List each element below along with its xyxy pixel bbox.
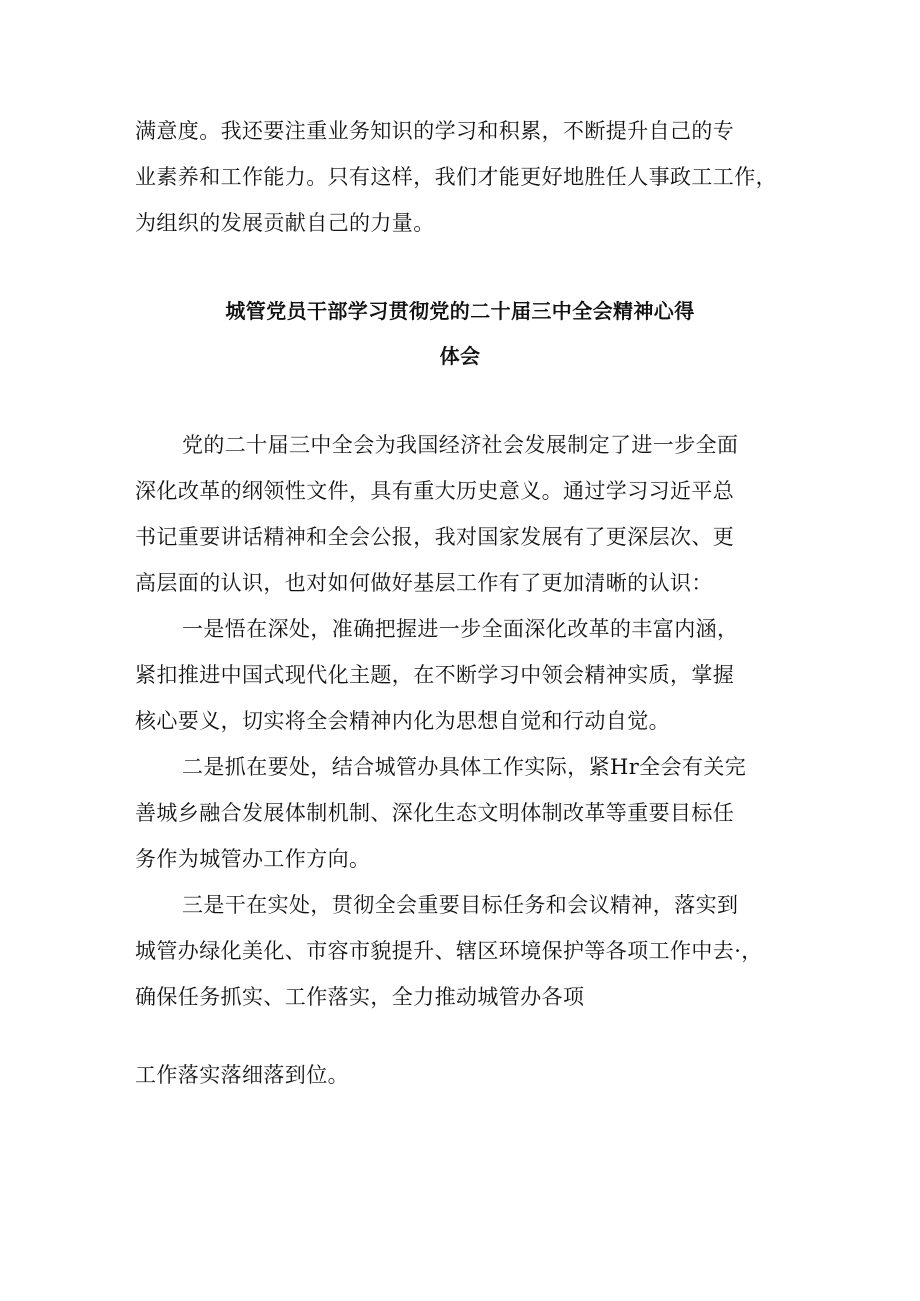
closing-line: 工作落实落细落到位。 — [135, 1063, 349, 1087]
paragraph-line: 三是干在实处，贯彻全会重要目标任务和会议精神，落实到 — [182, 893, 739, 917]
title-line-1: 城管党员干部学习贯彻党的二十届三中全会精神心得 — [225, 299, 695, 323]
paragraph-line: 务作为城管办工作方向。 — [135, 847, 371, 871]
paragraph-line: 城管办绿化美化、市容市貌提升、辖区环境保护等各项工作中去·， — [135, 939, 763, 963]
intro-line-3: 为组织的发展贡献自己的力量。 — [135, 211, 435, 235]
paragraph-line: 确保任务抓实、工作落实，全力推动城管办各项 — [135, 985, 585, 1009]
paragraph-line: 高层面的认识，也对如何做好基层工作有了更加清晰的认识： — [135, 571, 713, 595]
paragraph-line: 书记重要讲话精神和全会公报，我对国家发展有了更深层次、更 — [135, 525, 735, 549]
paragraph-line: 深化改革的纲领性文件，具有重大历史意义。通过学习习近平总 — [135, 479, 735, 503]
paragraph-line: 一是悟在深处，准确把握进一步全面深化改革的丰富内涵， — [182, 617, 739, 641]
paragraph-line: 紧扣推进中国式现代化主题，在不断学习中领会精神实质，掌握 — [135, 663, 735, 687]
paragraph-line: 善城乡融合发展体制机制、深化生态文明体制改革等重要目标任 — [135, 801, 735, 825]
intro-line-1: 满意度。我还要注重业务知识的学习和积累，不断提升自己的专 — [135, 119, 735, 143]
paragraph-line: 核心要义，切实将全会精神内化为思想自觉和行动自觉。 — [135, 709, 670, 733]
intro-line-2: 业素养和工作能力。只有这样，我们才能更好地胜任人事政工工作， — [135, 165, 777, 189]
paragraph-line: 党的二十届三中全会为我国经济社会发展制定了进一步全面 — [182, 433, 739, 457]
title-line-2: 体会 — [439, 344, 481, 368]
paragraph-line: 二是抓在要处，结合城管办具体工作实际，紧Hr全会有关完 — [182, 755, 747, 779]
